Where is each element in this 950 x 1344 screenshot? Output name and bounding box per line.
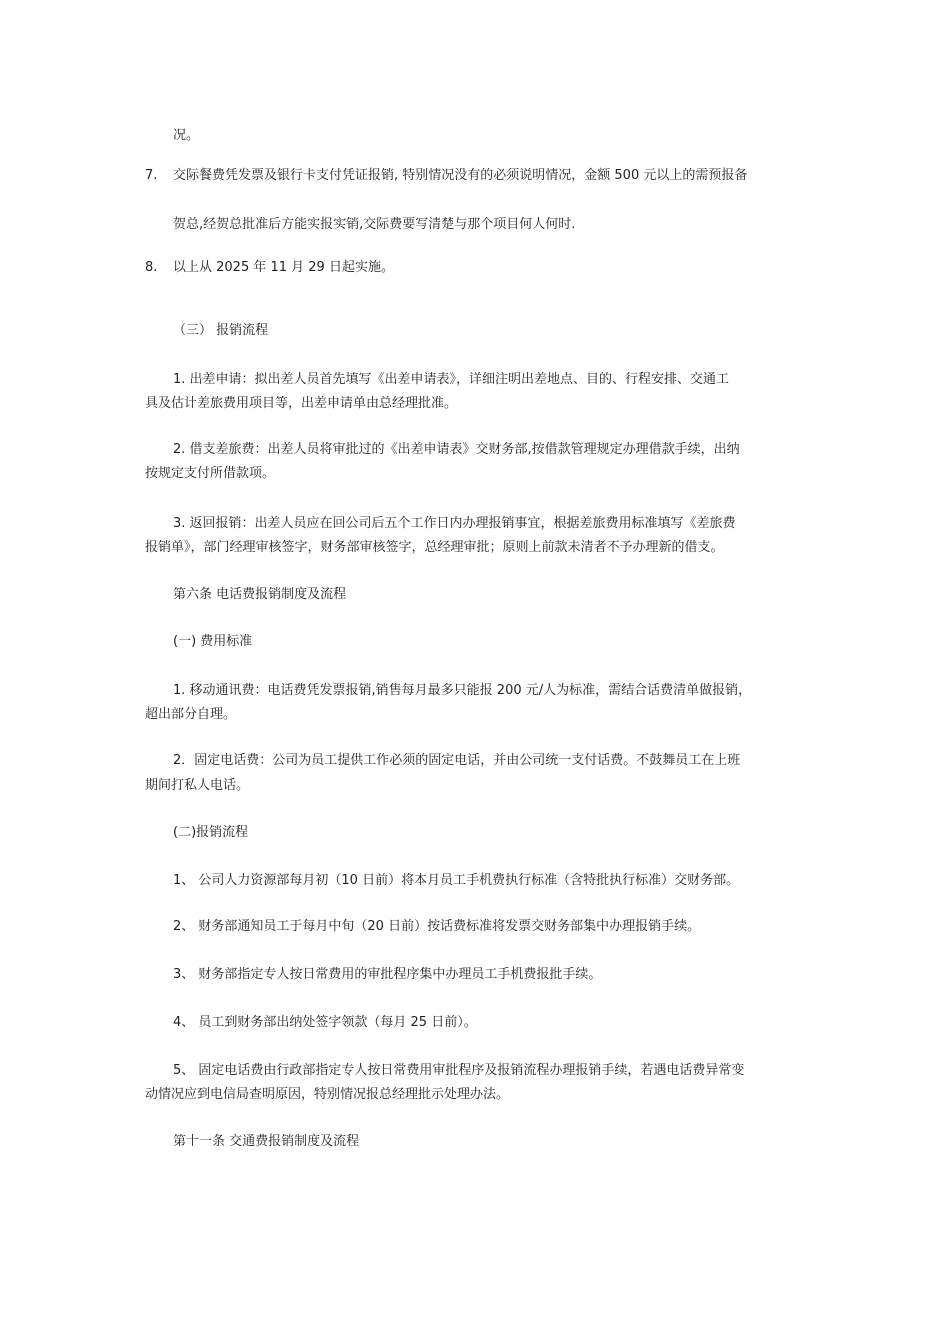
process-1-line-2: 具及估计差旅费用项目等，出差申请单由总经理批准。	[145, 396, 458, 411]
list-tail-text: 况。	[173, 128, 200, 143]
phone-process-item-3: 3、 财务部指定专人按日常费用的审批程序集中办理员工手机费报批手续。	[173, 967, 602, 982]
process-3-line-2: 报销单》，部门经理审核签字，财务部审核签字，总经理审批；原则上前款未清者不予办理新的借支。	[145, 540, 724, 555]
section-3-heading: （三） 报销流程	[173, 323, 269, 338]
fee-standard-2-line-1: 2．固定电话费：公司为员工提供工作必须的固定电话，并由公司统一支付话费。不鼓舞员工在上班	[173, 753, 741, 768]
item-8-text: 以上从 2025 年 11 月 29 日起实施。	[173, 260, 394, 275]
item-7-line-1: 交际餐费凭发票及银行卡支付凭证报销, 特别情况没有的必须说明情况，金额 500 元以上的需预报备	[173, 168, 748, 183]
article-11-title: 第十一条 交通费报销制度及流程	[173, 1134, 360, 1149]
phone-process-item-2: 2、 财务部通知员工于每月中旬（20 日前）按话费标准将发票交财务部集中办理报销手续。	[173, 919, 701, 934]
item-7-line-2: 贺总,经贺总批准后方能实报实销,交际费要写清楚与那个项目何人何时.	[173, 217, 576, 232]
process-1-line-1: 1. 出差申请：拟出差人员首先填写《出差申请表》，详细注明出差地点、目的、行程安排、交通工	[173, 372, 730, 387]
phone-process-heading: (二)报销流程	[173, 825, 249, 840]
phone-process-item-5-line-2: 动情况应到电信局查明原因，特别情况报总经理批示处理办法。	[145, 1087, 510, 1102]
process-2-line-1: 2. 借支差旅费：出差人员将审批过的《出差申请表》交财务部,按借款管理规定办理借款手续，出纳	[173, 442, 740, 457]
fee-standard-1-line-1: 1. 移动通讯费：电话费凭发票报销,销售每月最多只能报 200 元/人为标准，需结合话费清单做报销，	[173, 683, 752, 698]
item-7-number: 7.	[145, 168, 158, 183]
item-8-number: 8.	[145, 260, 158, 275]
fee-standard-2-line-2: 期间打私人电话。	[145, 778, 250, 793]
process-2-line-2: 按规定支付所借款项。	[145, 466, 276, 481]
phone-process-item-5-line-1: 5、 固定电话费由行政部指定专人按日常费用审批程序及报销流程办理报销手续，若遇电话费异常变	[173, 1063, 745, 1078]
process-3-line-1: 3. 返回报销：出差人员应在回公司后五个工作日内办理报销事宜，根据差旅费用标准填写《差旅费	[173, 516, 736, 531]
phone-process-item-4: 4、 员工到财务部出纳处签字领款（每月 25 日前）。	[173, 1015, 477, 1030]
article-6-title: 第六条 电话费报销制度及流程	[173, 587, 347, 602]
fee-standard-heading: (一) 费用标准	[173, 634, 253, 649]
phone-process-item-1: 1、 公司人力资源部每月初（10 日前）将本月员工手机费执行标准（含特批执行标准）交财务部。	[173, 873, 740, 888]
fee-standard-1-line-2: 超出部分自理。	[145, 707, 237, 722]
